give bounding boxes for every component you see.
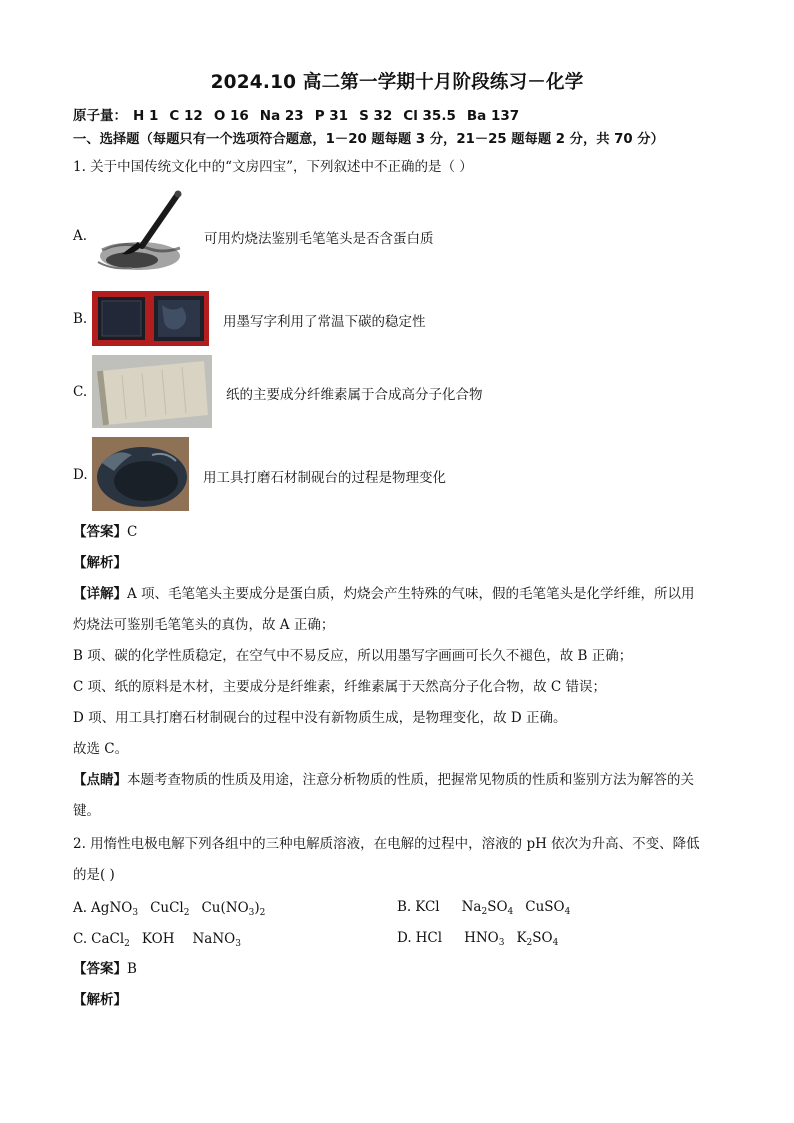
q1-option-b-label: B. — [73, 311, 88, 327]
q2-answer-value: B — [127, 961, 137, 977]
formula: KCl — [415, 899, 440, 915]
q1-option-d-label: D. — [73, 467, 88, 483]
q1-option-a-text: 可用灼烧法鉴别毛笔笔头是否含蛋白质 — [204, 231, 434, 247]
q1-option-b-text: 用墨写字利用了常温下碳的稳定性 — [223, 314, 426, 330]
formula: KOH — [141, 931, 175, 947]
question-2-stem-line-1: 2. 用惰性电极电解下列各组中的三种电解质溶液，在电解的过程中，溶液的 pH 依次为升高、不变、降低 — [73, 836, 700, 852]
formula: $HNO_3$ — [464, 930, 505, 948]
q2-option-a: A. AgNO$_3$ CuCl$_2$ $Cu(NO_3)_2$ — [73, 900, 266, 918]
ink-stick-box-image — [92, 291, 209, 346]
q2-option-d: D. HCl $HNO_3$ $K_2SO_4$ — [397, 930, 559, 948]
atomic-masses-label: 原子量： — [73, 108, 127, 124]
atomic-mass-item: P 31 — [314, 108, 349, 124]
comment-tag: 【点睛】 — [73, 772, 127, 788]
atomic-mass-item: O 16 — [213, 108, 249, 124]
comment-line: 键。 — [73, 803, 100, 819]
formula: $K_2SO_4$ — [516, 930, 559, 948]
q2-analysis-tag: 【解析】 — [73, 992, 127, 1008]
page-title: 2024.10 高二第一学期十月阶段练习－化学 — [210, 72, 584, 93]
section-heading: 一、选择题（每题只有一个选项符合题意，1－20 题每题 3 分，21－25 题每题 2 分，共 70 分） — [73, 132, 664, 147]
q1-answer — [73, 523, 137, 541]
detail-line: 灼烧法可鉴别毛笔笔头的真伪，故 A 正确； — [73, 617, 335, 633]
q1-option-a-label: A. — [73, 228, 88, 244]
answer-tag: 【答案】 — [73, 961, 127, 977]
formula: HCl — [415, 930, 443, 946]
formula: $Na_2SO_4$ — [461, 899, 514, 917]
atomic-mass-item: H 1 — [133, 108, 159, 124]
formula: CuCl$_2$ — [150, 900, 190, 918]
formula: CuSO$_4$ — [525, 899, 571, 917]
comment-line: 【点睛】本题考查物质的性质及用途，注意分析物质的性质，把握常见物质的性质和鉴别方法为解答的关 — [73, 772, 694, 788]
atomic-mass-item: C 12 — [169, 108, 203, 124]
q2-option-c: C. CaCl$_2$ KOH NaNO$_3$ — [73, 931, 241, 949]
detail-line: D 项、用工具打磨石材制砚台的过程中没有新物质生成，是物理变化，故 D 正确。 — [73, 710, 567, 726]
atomic-masses — [73, 107, 530, 125]
detail-line: B 项、碳的化学性质稳定，在空气中不易反应，所以用墨写字画画可长久不褪色，故 B 正确； — [73, 648, 633, 664]
atomic-mass-item: Ba 137 — [466, 108, 520, 124]
atomic-mass-item: Na 23 — [259, 108, 304, 124]
detail-line: 【详解】A 项、毛笔笔头主要成分是蛋白质，灼烧会产生特殊的气味，假的毛笔笔头是化学纤维，所以用 — [73, 586, 695, 602]
q2-option-b: B. KCl $Na_2SO_4$ CuSO$_4$ — [397, 899, 571, 917]
q1-analysis-tag: 【解析】 — [73, 555, 127, 571]
formula: AgNO$_3$ — [91, 900, 139, 918]
question-1-stem: 1. 关于中国传统文化中的“文房四宝”，下列叙述中不正确的是（ ） — [73, 159, 473, 175]
detail-line: C 项、纸的原料是木材，主要成分是纤维素，纤维素属于天然高分子化合物，故 C 错误； — [73, 679, 607, 695]
q1-option-c-label: C. — [73, 384, 88, 400]
answer-tag: 【答案】 — [73, 524, 127, 540]
q1-option-c-text: 纸的主要成分纤维素属于合成高分子化合物 — [226, 387, 483, 403]
q1-option-d-text: 用工具打磨石材制砚台的过程是物理变化 — [203, 470, 446, 486]
detail-line: 故选 C。 — [73, 741, 129, 757]
q1-detail — [73, 579, 725, 827]
inkstone-image — [92, 437, 189, 511]
formula: NaNO$_3$ — [192, 931, 241, 949]
formula: $Cu(NO_3)_2$ — [201, 900, 266, 918]
formula: CaCl$_2$ — [91, 931, 130, 949]
q1-answer-value: C — [127, 524, 138, 540]
question-2-stem-line-2: 的是( ) — [73, 867, 115, 883]
q2-answer — [73, 960, 137, 978]
paper-scroll-image — [92, 355, 212, 428]
atomic-mass-item: S 32 — [359, 108, 393, 124]
brush-pen-image — [92, 190, 194, 280]
atomic-mass-item: Cl 35.5 — [403, 108, 456, 124]
detail-tag: 【详解】 — [73, 586, 127, 602]
